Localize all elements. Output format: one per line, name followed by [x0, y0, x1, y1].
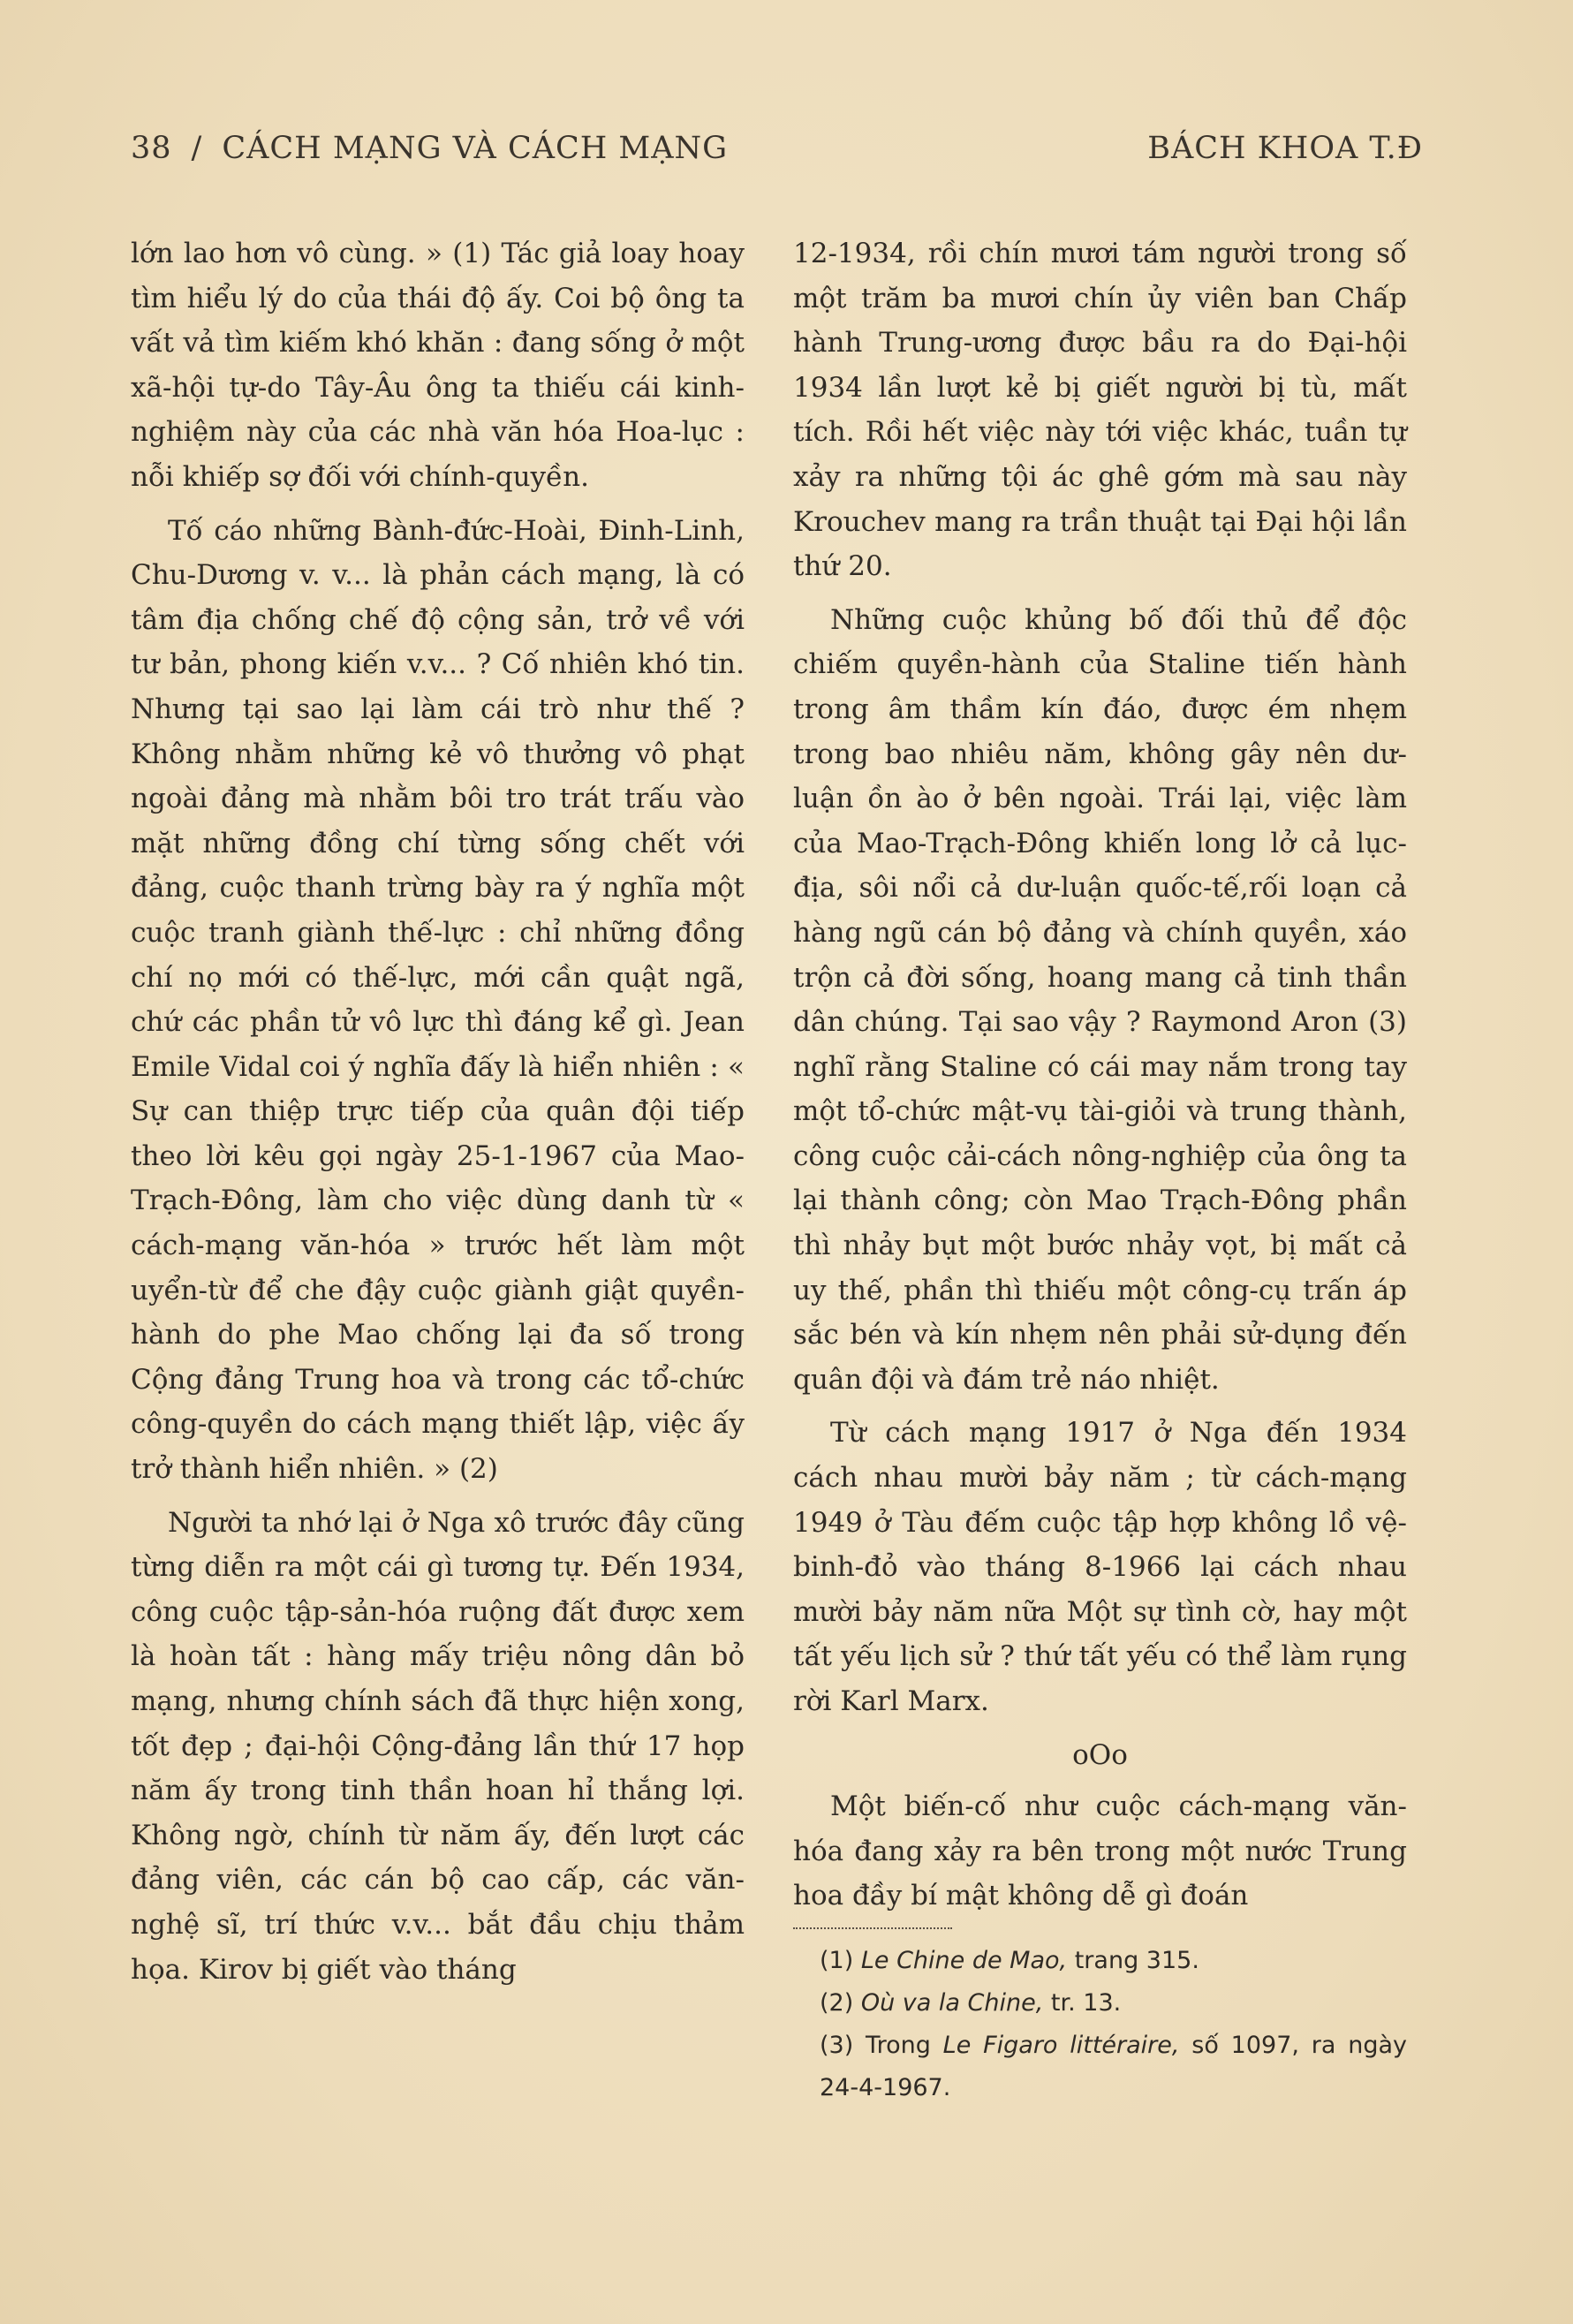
footnote-rule: [793, 1927, 952, 1929]
paragraph: 12-1934, rồi chín mươi tám người trong số một trăm ba mươi chín ủy viên ban Chấp hành Trung-ương được bầu ra do Đại-hội 1934 lần lượt kẻ bị giết người bị tù, mất tích. Rồi hết việc này tới việc khác, tuần tự xảy ra những tội ác ghê gớm mà sau này Krouchev mang ra trần thuật tại Đại hội lần thứ 20.: [793, 238, 1407, 583]
paragraph: Tố cáo những Bành-đức-Hoài, Đinh-Linh, Chu-Dương v. v... là phản cách mạng, là có tâm địa chống chế độ cộng sản, trở về với tư bản, phong kiến v.v... ? Cố nhiên khó tin. Nhưng tại sao lại làm cái trò như thế ? Không nhằm những kẻ vô thưởng vô phạt ngoài đảng mà nhằm bôi tro trát trấu vào mặt những đồng chí từng sống chết với đảng, cuộc thanh trừng bày ra ý nghĩa một cuộc tranh giành thế-lực : chỉ những đồng chí nọ mới có thế-lực, mới cần quật ngã, chứ các phần tử vô lực thì đáng kể gì. Jean Emile Vidal coi ý nghĩa đấy là hiển nhiên : « Sự can thiệp trực tiếp của quân đội tiếp theo lời kêu gọi ngày 25-1-1967 của Mao-Trạch-Đông, làm cho việc dùng danh từ « cách-mạng văn-hóa » trước hết làm một uyển-từ để che đậy cuộc giành giật quyền-hành do phe Mao chống lại đa số trong Cộng đảng Trung hoa và trong các tổ-chức công-quyền do cách mạng thiết lập, việc ấy trở thành hiển nhiên. » (2): [131, 514, 745, 1486]
footnote-2: (2) Où va la Chine, tr. 13.: [820, 1988, 1122, 2017]
paragraph: Người ta nhớ lại ở Nga xô trước đây cũng từng diễn ra một cái gì tương tự. Đến 1934, công cuộc tập-sản-hóa ruộng đất được xem là hoàn tất : hàng mấy triệu nông dân bỏ mạng, nhưng chính sách đã thực hiện xong, tốt đẹp ; đại-hội Cộng-đảng lần thứ 17 họp năm ấy trong tinh thần hoan hỉ thắng lợi. Không ngờ, chính từ năm ấy, đến lượt các đảng viên, các cán bộ cao cấp, các văn-nghệ sĩ, trí thức v.v... bắt đầu chịu thảm họa. Kirov bị giết vào tháng: [131, 1506, 745, 1986]
footnote-3: (3) Trong Le Figaro littéraire, số 1097, ra ngày 24-4-1967.: [820, 2031, 1407, 2101]
running-header: [131, 131, 1423, 175]
header-separator: /: [191, 131, 203, 166]
footnotes: [793, 1940, 1407, 2109]
header-left: [131, 131, 728, 166]
left-column: [131, 231, 745, 2001]
section-title: CÁCH MẠNG VÀ CÁCH MẠNG: [222, 131, 729, 166]
section-divider: oOo: [1072, 1738, 1128, 1771]
right-column: [793, 231, 1407, 2109]
paragraph: lớn lao hơn vô cùng. » (1) Tác giả loay hoay tìm hiểu lý do của thái độ ấy. Coi bộ ông ta vất vả tìm kiếm khó khăn : đang sống ở một xã-hội tự-do Tây-Âu ông ta thiếu cái kinh-nghiệm này của các nhà văn hóa Hoa-lục : nỗi khiếp sợ đối với chính-quyền.: [131, 238, 745, 493]
footnote-1: (1) Le Chine de Mao, trang 315.: [820, 1946, 1199, 1974]
paragraph: Một biến-cố như cuộc cách-mạng văn-hóa đang xảy ra bên trong một nước Trung hoa đầy bí mật không dễ gì đoán: [793, 1790, 1407, 1912]
page-number: 38: [131, 131, 172, 166]
paragraph: Từ cách mạng 1917 ở Nga đến 1934 cách nhau mười bảy năm ; từ cách-mạng 1949 ở Tàu đếm cuộc tập hợp không lồ vệ-binh-đỏ vào tháng 8-1966 lại cách nhau mười bảy năm nữa Một sự tình cờ, hay một tất yếu lịch sử ? thứ tất yếu có thể làm rụng rời Karl Marx.: [793, 1417, 1407, 1717]
paragraph: Những cuộc khủng bố đối thủ để độc chiếm quyền-hành của Staline tiến hành trong âm thầm kín đáo, được ém nhẹm trong bao nhiêu năm, không gây nên dư-luận ồn ào ở bên ngoài. Trái lại, việc làm của Mao-Trạch-Đông khiến long lở cả lục-địa, sôi nổi cả dư-luận quốc-tế,rối loạn cả hàng ngũ cán bộ đảng và chính quyền, xáo trộn cả đời sống, hoang mang cả tinh thần dân chúng. Tại sao vậy ? Raymond Aron (3) nghĩ rằng Staline có cái may nắm trong tay một tổ-chức mật-vụ tài-giỏi và trung thành, công cuộc cải-cách nông-nghiệp của ông ta lại thành công; còn Mao Trạch-Đông phần thì nhảy bụt một bước nhảy vọt, bị mất cả uy thế, phần thì thiếu một công-cụ trấn áp sắc bén và kín nhẹm nên phải sử-dụng đến quân đội và đám trẻ náo nhiệt.: [793, 603, 1407, 1396]
publication-name: BÁCH KHOA T.Đ: [1147, 131, 1423, 166]
